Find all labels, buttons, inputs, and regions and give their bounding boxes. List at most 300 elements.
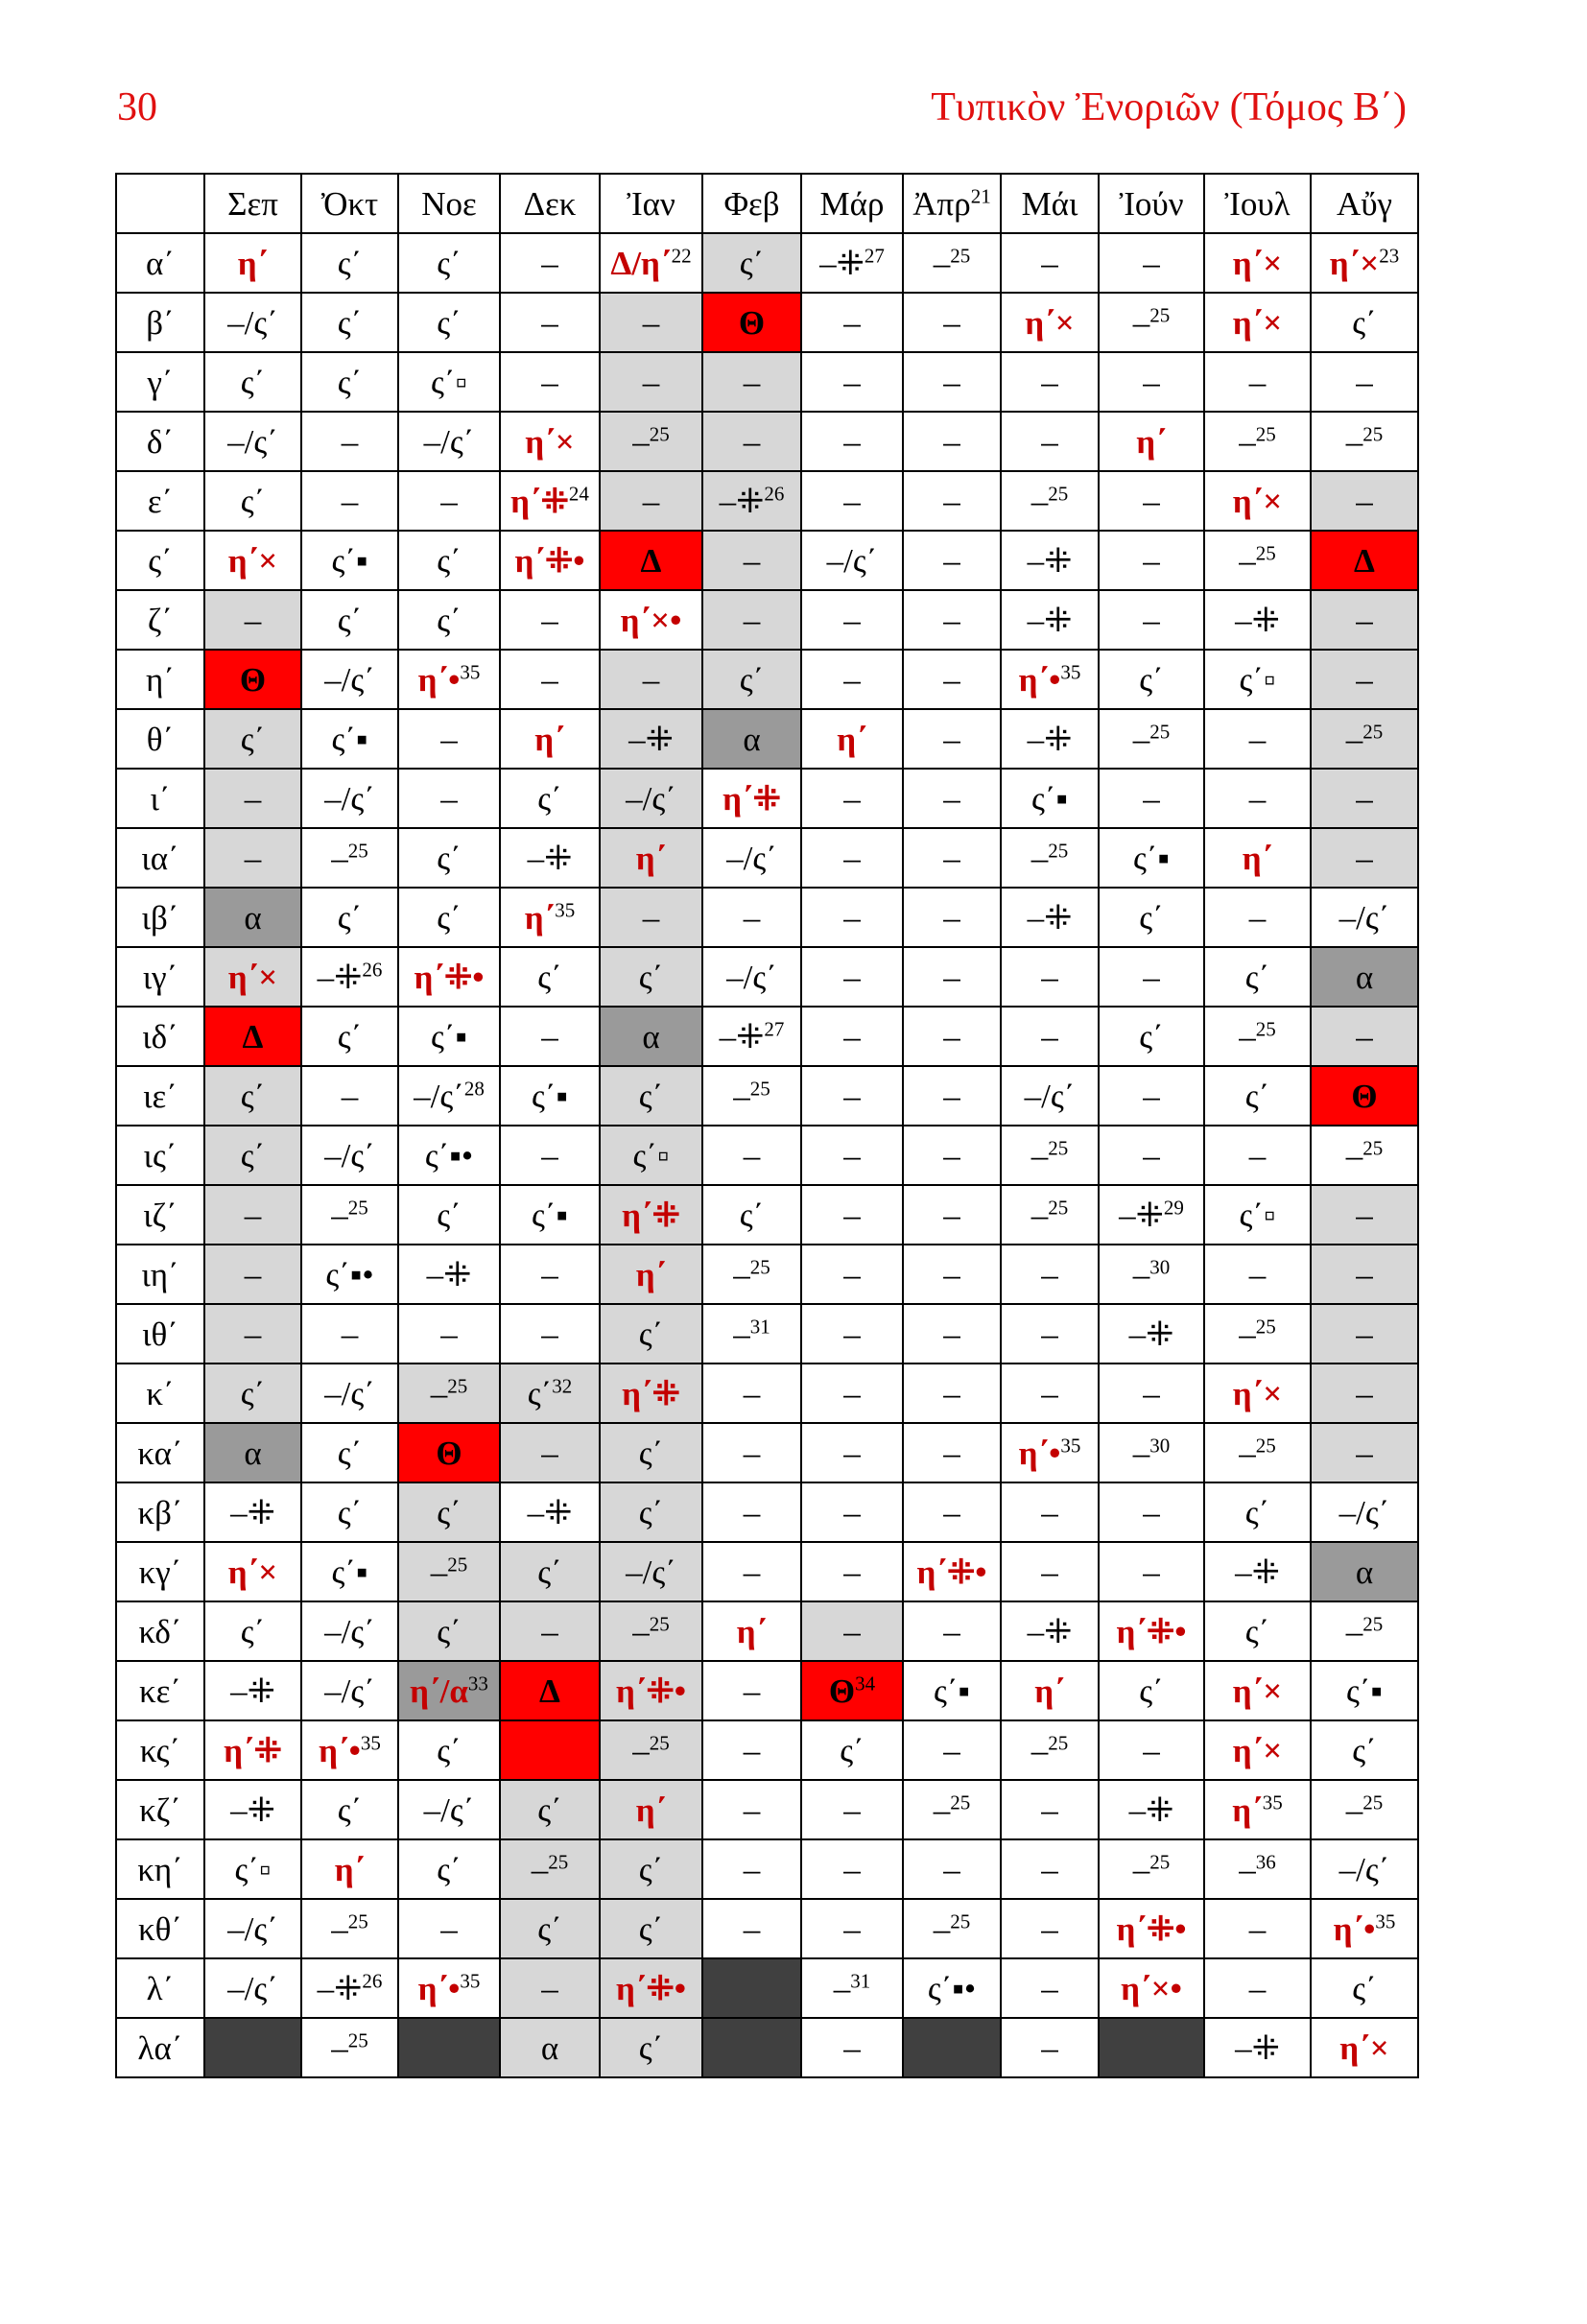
rubric-mark: ς΄ [638, 1493, 664, 1531]
day-cell [1311, 590, 1418, 650]
day-cell [702, 650, 801, 709]
footnote-marker: 25 [1362, 1611, 1384, 1635]
day-cell [1001, 1066, 1099, 1126]
day-cell [1001, 828, 1099, 888]
rubric-mark: – [1356, 482, 1373, 520]
day-cell [1204, 1601, 1311, 1661]
rubric-mark: –⁜ [317, 1969, 363, 2007]
rubric-mark: – [943, 482, 960, 520]
day-cell [702, 233, 801, 293]
rubric-mark: η΄⁜ [622, 1374, 680, 1412]
day-cell [1204, 1482, 1311, 1542]
rubric-mark: –/ς΄ [227, 303, 278, 342]
day-cell [1311, 1482, 1418, 1542]
rubric-mark: – [933, 1790, 951, 1829]
day-cell [801, 1542, 903, 1601]
rubric-mark: – [331, 2028, 348, 2067]
footnote-marker: 25 [950, 243, 971, 267]
day-label: β΄ [116, 293, 204, 352]
day-cell [801, 1185, 903, 1245]
rubric-mark: – [943, 1315, 960, 1353]
day-cell [801, 1958, 903, 2018]
day-cell [702, 531, 801, 590]
day-cell [1311, 1839, 1418, 1899]
footnote-marker: 28 [463, 1076, 485, 1100]
day-cell [1311, 1661, 1418, 1720]
day-cell [600, 1780, 702, 1839]
day-cell [801, 828, 903, 888]
day-label: ιβ΄ [116, 888, 204, 947]
rubric-mark: ς΄ [638, 1909, 664, 1948]
rubric-mark: – [943, 1612, 960, 1650]
rubric-mark: –/ς΄ [423, 422, 475, 461]
rubric-mark: ς΄ [1352, 1731, 1377, 1769]
rubric-mark: – [541, 660, 558, 699]
day-cell [1311, 1899, 1418, 1958]
rubric-mark: η΄⁜ [510, 482, 569, 520]
rubric-mark: η΄• [1018, 660, 1061, 699]
rubric-mark: ς΄ [240, 1374, 266, 1412]
rubric-mark: ς΄ [240, 1077, 266, 1115]
day-cell [702, 888, 801, 947]
rubric-mark: – [1041, 1374, 1058, 1412]
day-label: η΄ [116, 650, 204, 709]
day-label: κε΄ [116, 1661, 204, 1720]
day-cell [301, 947, 398, 1007]
rubric-mark: – [1143, 541, 1160, 580]
day-cell [301, 1126, 398, 1185]
day-cell [702, 471, 801, 531]
day-cell [1001, 1542, 1099, 1601]
day-cell [204, 1423, 301, 1482]
day-cell [204, 412, 301, 471]
rubric-mark: η΄ [635, 839, 667, 877]
month-label: Φεβ [723, 184, 780, 223]
day-cell [1204, 531, 1311, 590]
day-cell [903, 412, 1001, 471]
day-cell [702, 1720, 801, 1780]
rubric-mark: η΄• [1333, 1909, 1376, 1948]
rubric-mark: – [1345, 1136, 1363, 1174]
rubric-mark: ς΄ [537, 1790, 562, 1829]
rubric-mark: – [843, 898, 861, 937]
day-cell [1311, 471, 1418, 531]
day-cell [903, 1185, 1001, 1245]
day-cell [1204, 233, 1311, 293]
day-cell [1001, 1304, 1099, 1364]
rubric-mark: ς΄ [638, 1434, 664, 1472]
footnote-marker: 33 [467, 1671, 488, 1695]
day-cell [398, 769, 500, 828]
day-cell [801, 1899, 903, 1958]
day-cell [903, 769, 1001, 828]
day-cell [1001, 1007, 1099, 1066]
day-cell [1001, 1423, 1099, 1482]
footnote-marker: 35 [1262, 1790, 1283, 1814]
rubric-mark: – [642, 303, 660, 342]
rubric-mark: – [743, 1731, 761, 1769]
day-cell [903, 1899, 1001, 1958]
day-row [116, 1245, 1418, 1304]
rubric-mark: – [943, 1196, 960, 1234]
rubric-mark: – [1143, 1553, 1160, 1591]
footnote-marker: 21 [970, 183, 991, 207]
day-cell [301, 233, 398, 293]
rubric-mark: – [1356, 1255, 1373, 1293]
day-cell [1099, 531, 1204, 590]
rubric-mark: – [1248, 720, 1267, 758]
day-cell [301, 1899, 398, 1958]
day-cell [903, 888, 1001, 947]
rubric-mark: – [244, 1315, 262, 1353]
day-cell [1204, 650, 1311, 709]
rubric-mark: – [1143, 1136, 1160, 1174]
rubric-mark: ς΄▪• [325, 1255, 374, 1293]
footnote-marker: 25 [1048, 481, 1069, 505]
day-cell [1001, 1958, 1099, 2018]
day-cell [903, 1304, 1001, 1364]
day-cell [301, 293, 398, 352]
day-cell [204, 1839, 301, 1899]
day-cell [204, 352, 301, 412]
rubric-mark: Θ [436, 1434, 462, 1472]
day-cell [301, 1304, 398, 1364]
day-cell [1001, 709, 1099, 769]
month-label: Μάι [1021, 184, 1078, 223]
rubric-mark: – [440, 779, 458, 818]
rubric-mark: η΄• [1018, 1434, 1061, 1472]
day-label: θ΄ [116, 709, 204, 769]
month-header [398, 174, 500, 233]
day-row [116, 1899, 1418, 1958]
rubric-mark: –⁜ [719, 482, 765, 520]
footnote-marker: 27 [864, 243, 885, 267]
rubric-mark: α [244, 1434, 262, 1472]
month-header [204, 174, 301, 233]
rubric-mark: η΄⁜• [514, 541, 585, 580]
day-cell [1204, 1839, 1311, 1899]
day-cell [398, 2018, 500, 2077]
rubric-mark: – [743, 1493, 761, 1531]
rubric-mark: – [843, 601, 861, 639]
day-row [116, 769, 1418, 828]
rubric-mark: – [244, 601, 262, 639]
footnote-marker: 25 [649, 1730, 670, 1754]
day-cell [398, 828, 500, 888]
rubric-mark: –/ς΄ [1024, 1077, 1076, 1115]
rubric-mark: ς΄ [337, 1017, 363, 1055]
day-cell [204, 1304, 301, 1364]
rubric-mark: – [1041, 958, 1058, 996]
rubric-mark: ς΄ [1352, 1969, 1377, 2007]
day-cell [301, 888, 398, 947]
day-label: ιδ΄ [116, 1007, 204, 1066]
day-cell [702, 947, 801, 1007]
rubric-mark: – [1356, 1017, 1373, 1055]
footnote-marker: 29 [1163, 1195, 1184, 1219]
day-cell [1311, 1423, 1418, 1482]
day-cell [301, 1364, 398, 1423]
rubric-mark: – [1041, 363, 1058, 401]
day-cell [301, 828, 398, 888]
rubric-mark: – [943, 1136, 960, 1174]
day-cell [398, 531, 500, 590]
day-cell [1099, 1245, 1204, 1304]
rubric-mark: ς΄▪ [331, 541, 368, 580]
day-row [116, 293, 1418, 352]
rubric-mark: –⁜ [1128, 1315, 1174, 1353]
rubric-mark: ς΄ [437, 1731, 462, 1769]
day-cell [702, 769, 801, 828]
day-row [116, 412, 1418, 471]
day-cell [204, 1958, 301, 2018]
day-cell [702, 1542, 801, 1601]
footnote-marker: 24 [568, 481, 589, 505]
rubric-mark: ς΄▪• [424, 1136, 474, 1174]
day-cell [1001, 650, 1099, 709]
day-cell [903, 1958, 1001, 2018]
rubric-mark: ς΄ [337, 1790, 363, 1829]
rubric-mark: – [1030, 839, 1049, 877]
rubric-mark: η΄• [417, 660, 461, 699]
day-cell [702, 1007, 801, 1066]
day-cell [1204, 1185, 1311, 1245]
day-label: λ΄ [116, 1958, 204, 2018]
rubric-mark: ς΄▪ [331, 1553, 368, 1591]
day-cell [204, 1542, 301, 1601]
rubric-mark: – [1143, 1374, 1160, 1412]
day-cell [702, 709, 801, 769]
day-cell [600, 1304, 702, 1364]
rubric-mark: – [1132, 1255, 1150, 1293]
day-cell [301, 1482, 398, 1542]
month-header [1311, 174, 1418, 233]
rubric-mark: ς΄ [240, 1612, 266, 1650]
day-cell [702, 590, 801, 650]
month-label: Ἰαν [627, 184, 675, 223]
day-cell [1311, 1185, 1418, 1245]
rubric-mark: – [341, 482, 359, 520]
rubric-mark: – [843, 303, 861, 342]
rubric-mark: –/ς΄ [1338, 898, 1390, 937]
rubric-mark: –⁜ [819, 244, 865, 282]
day-cell [204, 471, 301, 531]
day-cell [500, 293, 600, 352]
day-label: ε΄ [116, 471, 204, 531]
day-cell [301, 1839, 398, 1899]
rubric-mark: – [943, 958, 960, 996]
rubric-mark: ς΄ [1244, 1493, 1270, 1531]
day-cell [702, 1304, 801, 1364]
day-label: λα΄ [116, 2018, 204, 2077]
rubric-mark: –⁜ [719, 1017, 765, 1055]
day-row [116, 1601, 1418, 1661]
day-cell [1001, 888, 1099, 947]
rubric-mark: – [1356, 601, 1373, 639]
day-cell [1001, 2018, 1099, 2077]
rubric-mark: – [1143, 1731, 1160, 1769]
rubric-mark: ς΄▫ [632, 1136, 670, 1174]
rubric-mark: – [1356, 1374, 1373, 1412]
day-cell [1001, 531, 1099, 590]
day-cell [398, 1839, 500, 1899]
rubric-mark: ς΄ [537, 1909, 562, 1948]
rubric-mark: – [1041, 2028, 1058, 2067]
footnote-marker: 27 [764, 1016, 785, 1040]
day-cell [500, 947, 600, 1007]
day-cell [1204, 1304, 1311, 1364]
rubric-mark: – [943, 720, 960, 758]
day-row [116, 709, 1418, 769]
day-cell [1001, 412, 1099, 471]
rubric-mark: –⁜ [230, 1493, 275, 1531]
day-cell [500, 531, 600, 590]
rubric-mark: – [331, 1196, 348, 1234]
day-cell [801, 293, 903, 352]
rubric-mark: – [430, 1374, 448, 1412]
rubric-mark: –/ς΄ [227, 1969, 278, 2007]
day-cell [1099, 1482, 1204, 1542]
day-cell [1204, 1899, 1311, 1958]
rubric-mark: – [541, 1969, 558, 2007]
day-cell [702, 828, 801, 888]
rubric-mark: –⁜ [1235, 1553, 1280, 1591]
rubric-mark: ς΄▫ [234, 1850, 272, 1888]
day-cell [903, 233, 1001, 293]
rubric-mark: – [743, 1850, 761, 1888]
rubric-mark: – [843, 1374, 861, 1412]
day-cell [702, 2018, 801, 2077]
day-cell [204, 709, 301, 769]
rubric-mark: Δ [1354, 541, 1375, 580]
day-cell [702, 1661, 801, 1720]
day-cell [398, 1899, 500, 1958]
day-cell [1001, 1482, 1099, 1542]
day-label: κη΄ [116, 1839, 204, 1899]
rubric-mark: Θ [1351, 1077, 1378, 1115]
footnote-marker: 30 [1149, 1254, 1171, 1278]
rubric-mark: – [843, 422, 861, 461]
rubric-mark: – [341, 1315, 359, 1353]
rubric-mark: – [743, 898, 761, 937]
rubric-mark: – [1143, 601, 1160, 639]
footnote-marker: 25 [1362, 1790, 1384, 1814]
day-label: γ΄ [116, 352, 204, 412]
rubric-mark: ς΄ [1244, 958, 1270, 996]
day-cell [801, 1304, 903, 1364]
day-cell [702, 1185, 801, 1245]
day-cell [600, 1126, 702, 1185]
day-label: κζ΄ [116, 1780, 204, 1839]
rubric-mark: – [1132, 720, 1150, 758]
rubric-mark: –⁜ [426, 1255, 472, 1293]
day-cell [903, 947, 1001, 1007]
day-cell [801, 1007, 903, 1066]
month-label: Αὔγ [1336, 184, 1393, 223]
day-cell [1204, 1007, 1311, 1066]
footnote-marker: 25 [649, 421, 670, 445]
rubric-mark: –⁜ [1128, 1790, 1174, 1829]
rubric-mark: – [843, 1434, 861, 1472]
day-cell [600, 1185, 702, 1245]
rubric-mark: η΄ [1232, 1790, 1263, 1829]
day-cell [1204, 888, 1311, 947]
rubric-mark: –⁜ [527, 1493, 573, 1531]
month-header [1001, 174, 1099, 233]
day-cell [204, 1364, 301, 1423]
day-cell [1204, 1720, 1311, 1780]
day-cell [1099, 1601, 1204, 1661]
rubric-mark: – [843, 2028, 861, 2067]
rubric-mark: – [440, 1909, 458, 1948]
rubric-mark: – [843, 1493, 861, 1531]
day-cell [500, 352, 600, 412]
footnote-marker: 25 [1362, 719, 1384, 743]
month-header [801, 174, 903, 233]
rubric-mark: – [632, 1612, 650, 1650]
rubric-mark: – [244, 1255, 262, 1293]
rubric-mark: η΄⁜• [1116, 1909, 1187, 1948]
day-cell [1204, 1661, 1311, 1720]
day-cell [1311, 1958, 1418, 2018]
rubric-mark: ς΄▪ [1346, 1672, 1383, 1710]
day-cell [500, 233, 600, 293]
day-cell [903, 531, 1001, 590]
day-cell [600, 947, 702, 1007]
day-cell [702, 293, 801, 352]
day-cell [204, 1007, 301, 1066]
rubric-mark: – [933, 244, 951, 282]
rubric-mark: Δ/η΄ [610, 244, 672, 282]
day-cell [1001, 233, 1099, 293]
day-cell [1099, 1364, 1204, 1423]
day-cell [500, 412, 600, 471]
rubric-mark: η΄ [237, 244, 269, 282]
day-cell [1204, 471, 1311, 531]
day-row [116, 1126, 1418, 1185]
rubric-mark: – [1356, 839, 1373, 877]
day-cell [500, 1245, 600, 1304]
rubric-mark: – [1041, 422, 1058, 461]
month-label: Ὀκτ [320, 184, 379, 223]
day-cell [1204, 709, 1311, 769]
rubric-mark: ς΄ [537, 779, 562, 818]
month-label: Σεπ [227, 184, 278, 223]
rubric-mark: – [1239, 1017, 1256, 1055]
footnote-marker: 25 [1255, 1433, 1276, 1457]
rubric-mark: – [1345, 1612, 1363, 1650]
day-cell [1099, 1066, 1204, 1126]
day-cell [1311, 2018, 1418, 2077]
day-cell [204, 1126, 301, 1185]
rubric-mark: – [843, 958, 861, 996]
day-cell [500, 1720, 600, 1780]
rubric-mark: Δ [640, 541, 662, 580]
rubric-mark: –/ς΄ [626, 779, 676, 818]
rubric-mark: –/ς΄ [1338, 1850, 1390, 1888]
day-cell [500, 1661, 600, 1720]
rubric-mark: –⁜ [1119, 1196, 1164, 1234]
rubric-mark: ς΄ [537, 1553, 562, 1591]
rubric-mark: ς΄ [337, 1434, 363, 1472]
footnote-marker: 25 [347, 1195, 368, 1219]
footnote-marker: 25 [649, 1611, 670, 1635]
footnote-marker: 26 [362, 1968, 383, 1992]
day-cell [500, 709, 600, 769]
day-cell [301, 1780, 398, 1839]
day-cell [1311, 1126, 1418, 1185]
rubric-mark: – [1248, 898, 1267, 937]
